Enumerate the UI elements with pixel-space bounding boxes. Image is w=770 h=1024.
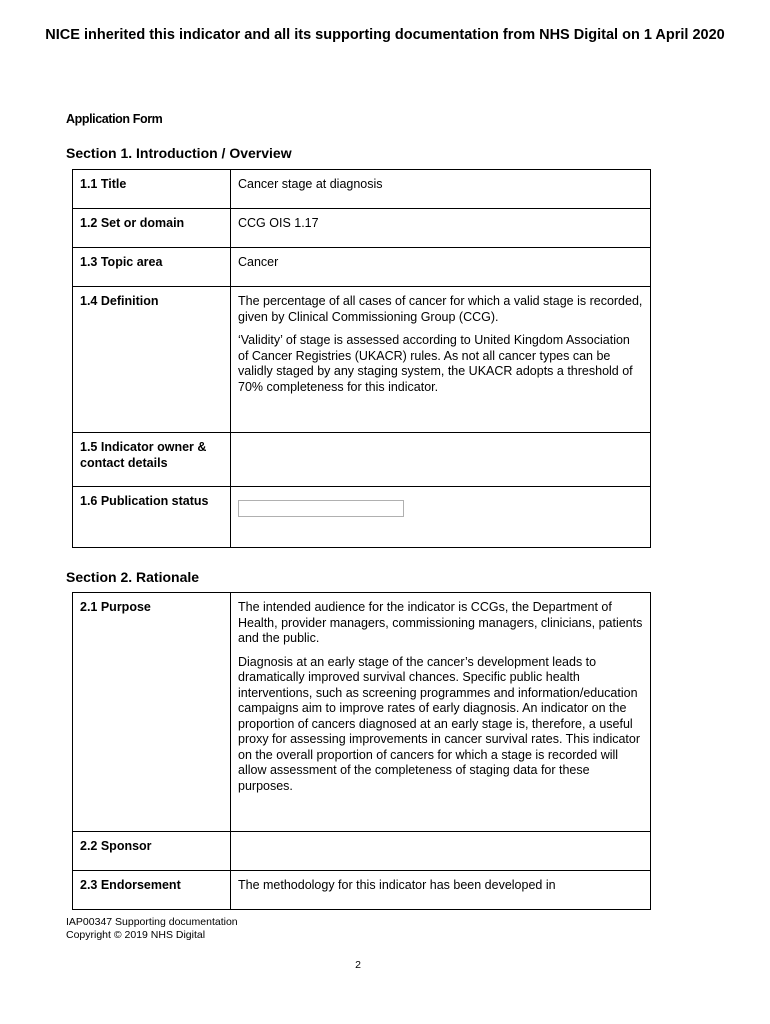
row-value-empty (231, 832, 651, 871)
row-value-text (238, 255, 643, 286)
value-paragraph: Cancer stage at diagnosis (238, 177, 383, 191)
row-label-text: 2.2 Sponsor (80, 839, 152, 853)
footer-document-id: IAP00347 Supporting documentation (66, 916, 238, 928)
table-row-definition (73, 287, 651, 433)
row-value-empty (231, 433, 651, 487)
row-value (231, 871, 651, 910)
row-label-text: 1.5 Indicator owner & contact details (80, 440, 207, 470)
value-paragraph: Diagnosis at an early stage of the cancer’s development leads to dramatically improved survival chances. Specific public health interventions, such as screening programmes and information/education campaigns aim to improve rates of early diagnosis. An indicator on the proportion of cancers diagnosed at an early stage is, therefore, a useful proxy for assessing improvements in cancer survival rates. This indicator on the overall proportion of cancers for which a stage is recorded will allow assessment of the completeness of staging data for these purposes. (238, 654, 641, 793)
row-label-text: 2.1 Purpose (80, 600, 151, 614)
value-paragraph: ‘Validity’ of stage is assessed according to United Kingdom Association of Cancer Registries (UKACR) rules. As not all cancer types can be validly staged by any staging system, the UKACR adopts a threshold of 70% completeness for this indicator. (238, 333, 633, 394)
row-label (73, 487, 231, 548)
row-label (73, 287, 231, 433)
section-2-table (72, 592, 651, 910)
row-value (231, 593, 651, 832)
row-label (73, 248, 231, 287)
table-row-endorsement (73, 871, 651, 910)
row-value (231, 287, 651, 433)
table-row-topic-area (73, 248, 651, 287)
row-label-text: 1.2 Set or domain (80, 216, 185, 230)
value-paragraph: The methodology for this indicator has been developed in (238, 878, 556, 892)
row-label-text: 1.3 Topic area (80, 255, 163, 269)
row-label (73, 832, 231, 871)
nice-inheritance-banner: NICE inherited this indicator and all its supporting documentation from NHS Digital on 1 April 2020 (45, 27, 725, 43)
row-value-text (238, 294, 643, 432)
section-2-title: Section 2. Rationale (66, 569, 200, 585)
application-form-heading: Application Form (66, 112, 163, 126)
section-1-title: Section 1. Introduction / Overview (66, 145, 292, 161)
row-value (231, 170, 651, 209)
value-paragraph: The percentage of all cases of cancer for which a valid stage is recorded, given by Clinical Commissioning Group (CCG). (238, 294, 643, 324)
table-row-set-or-domain (73, 209, 651, 248)
row-label (73, 433, 231, 487)
table-row-sponsor (73, 832, 651, 871)
row-label-text: 1.1 Title (80, 177, 127, 191)
footer-copyright: Copyright © 2019 NHS Digital (66, 928, 206, 941)
row-value (231, 248, 651, 287)
value-paragraph: Cancer (238, 255, 279, 269)
table-row-indicator-owner (73, 433, 651, 487)
section-1-table (72, 169, 651, 548)
row-label (73, 209, 231, 248)
row-value-text (238, 600, 643, 831)
row-label (73, 871, 231, 910)
publication-status-field[interactable] (238, 500, 404, 517)
row-value-text (238, 216, 643, 247)
row-value (231, 487, 651, 548)
row-value-text (238, 177, 643, 208)
row-label-text: 1.6 Publication status (80, 494, 209, 508)
page-number: 2 (355, 959, 361, 971)
row-label (73, 170, 231, 209)
row-label-text: 2.3 Endorsement (80, 878, 181, 892)
table-row-title (73, 170, 651, 209)
value-paragraph: CCG OIS 1.17 (238, 216, 319, 230)
table-row-publication-status (73, 487, 651, 548)
row-value (231, 209, 651, 248)
row-label-text: 1.4 Definition (80, 294, 159, 308)
page-footer (66, 916, 238, 941)
row-value-text (238, 878, 643, 909)
row-label (73, 593, 231, 832)
value-paragraph: The intended audience for the indicator is CCGs, the Department of Health, provider managers, commissioning managers, clinicians, patients and the public. (238, 600, 643, 645)
table-row-purpose (73, 593, 651, 832)
